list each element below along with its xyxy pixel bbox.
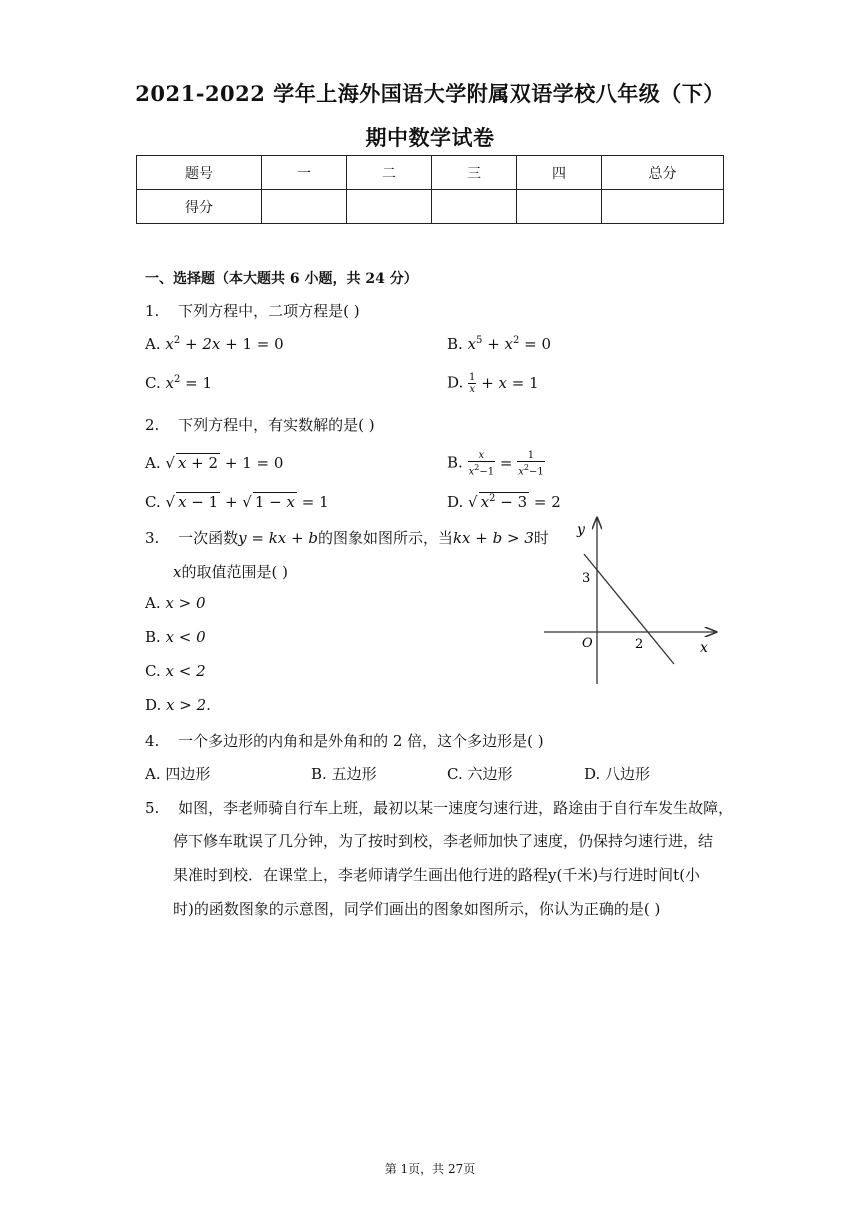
x-axis-label: x bbox=[700, 640, 708, 656]
score-header-cell: 三 bbox=[432, 156, 517, 190]
score-header-cell: 二 bbox=[347, 156, 432, 190]
q2-option-d: D. √ $x^2 - 3 = 2$ bbox=[447, 493, 561, 511]
y-axis-label: y bbox=[577, 522, 585, 538]
q1-option-d: D. $\frac{1}{x}$ + x = 1 bbox=[447, 372, 539, 395]
exam-title-line1: 2021-2022 学年上海外国语大学附属双语学校八年级（下） bbox=[135, 81, 725, 106]
q3-linear-function-graph bbox=[540, 514, 725, 689]
score-table-header-row bbox=[137, 156, 724, 190]
score-cell bbox=[602, 190, 724, 224]
score-row-label: 得分 bbox=[137, 190, 262, 224]
q3-option-d: D. x > 2. bbox=[145, 696, 211, 714]
section-heading: 一、选择题（本大题共 6 小题，共 24 分） bbox=[145, 271, 418, 287]
score-header-cell: 四 bbox=[517, 156, 602, 190]
question-4 bbox=[145, 730, 544, 751]
question-3-line2: x的取值范围是( ) bbox=[173, 563, 288, 581]
question-text-line: 停下修车耽误了几分钟，为了按时到校，李老师加快了速度，仍保持匀速行进，结 bbox=[173, 832, 714, 850]
question-number: 4. bbox=[145, 732, 160, 750]
question-text-line: 时)的函数图象的示意图，同学们画出的图象如图所示，你认为正确的是( ) bbox=[173, 900, 661, 918]
question-1 bbox=[145, 300, 360, 321]
question-text: 一个多边形的内角和是外角和的 2 倍，这个多边形是( ) bbox=[178, 732, 544, 750]
q1-option-b: B. $x^5 + x^2 = 0$ bbox=[447, 335, 552, 353]
question-text-line: 如图，李老师骑自行车上班，最初以某一速度匀速行进，路途由于自行车发生故障， bbox=[178, 799, 734, 817]
question-5 bbox=[145, 797, 733, 818]
y-intercept-label: 3 bbox=[582, 571, 591, 586]
score-cell bbox=[517, 190, 602, 224]
q4-option-a: A. 四边形 bbox=[145, 765, 211, 783]
score-header-cell: 一 bbox=[262, 156, 347, 190]
score-header-cell: 题号 bbox=[137, 156, 262, 190]
q3-option-c: C. x < 2 bbox=[145, 662, 206, 680]
score-table bbox=[136, 155, 724, 224]
origin-label: O bbox=[582, 636, 593, 651]
question-text: 下列方程中，有实数解的是( ) bbox=[178, 416, 375, 434]
q4-option-d: D. 八边形 bbox=[584, 765, 651, 783]
q4-option-c: C. 六边形 bbox=[447, 765, 513, 783]
q1-option-c: C. $x^2 = 1$ bbox=[145, 374, 213, 392]
score-table-score-row bbox=[137, 190, 724, 224]
score-cell bbox=[262, 190, 347, 224]
q3-option-b: B. x < 0 bbox=[145, 628, 206, 646]
question-number: 2. bbox=[145, 416, 160, 434]
q2-option-c: C. √ x − 1 + √ 1 − x = 1 bbox=[145, 493, 329, 511]
x-intercept-label: 2 bbox=[635, 637, 644, 652]
score-header-cell: 总分 bbox=[602, 156, 724, 190]
q3-option-a: A. x > 0 bbox=[145, 594, 206, 612]
score-cell bbox=[347, 190, 432, 224]
question-number: 5. bbox=[145, 799, 160, 817]
q4-option-b: B. 五边形 bbox=[311, 765, 377, 783]
question-number: 1. bbox=[145, 302, 160, 320]
question-text: 下列方程中，二项方程是( ) bbox=[178, 302, 360, 320]
question-number: 3. bbox=[145, 529, 160, 547]
q1-option-a: A. $x^2 + 2x + 1 = 0$ bbox=[145, 335, 284, 353]
q2-option-a: A. √ x + 2 + 1 = 0 bbox=[145, 454, 284, 472]
question-text-line: 果准时到校．在课堂上，李老师请学生画出他行进的路程y(千米)与行进时间t(小 bbox=[173, 866, 701, 884]
question-3: 3. 一次函数y = kx + b的图象如图所示，当kx + b > 3时 bbox=[145, 529, 549, 547]
score-cell bbox=[432, 190, 517, 224]
question-2 bbox=[145, 414, 375, 435]
q2-option-b: B. $\frac{x}{x^2-1}$ = $\frac{1}{x^2-1}$ bbox=[447, 450, 544, 478]
page-footer: 第 1页，共 27页 bbox=[384, 1162, 476, 1176]
exam-title-line2: 期中数学试卷 bbox=[365, 125, 495, 150]
